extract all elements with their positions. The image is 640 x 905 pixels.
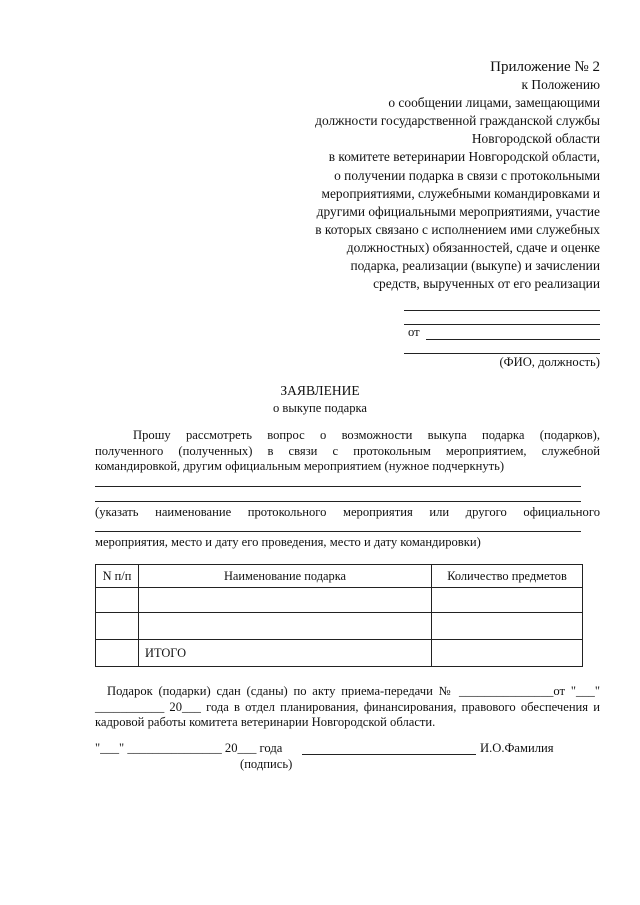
table-cell: [139, 588, 432, 613]
signature-caption: (подпись): [240, 757, 293, 771]
event-blank-line: [95, 531, 581, 532]
request-paragraph: [95, 428, 600, 475]
paragraph-line: командировкой, другим официальным мероприятием (нужное подчеркнуть): [95, 459, 505, 473]
table-cell: [432, 613, 583, 640]
signature-date: "___" _______________ 20___ года: [95, 741, 283, 755]
handover-line: кадровой работы комитета ветеринарии Новгородской области.: [95, 715, 436, 729]
table-cell: [96, 613, 139, 640]
paragraph-line: полученного (полученных) в связи с протокольным мероприятием, служебной: [95, 443, 600, 458]
header-line: в которых связано с исполнением ими служебных: [315, 221, 600, 237]
paragraph-line: Прошу рассмотреть вопрос о возможности выкупа подарка (подарков),: [133, 428, 600, 442]
event-caption-line: (указать наименование протокольного мероприятия или другого официального: [95, 505, 600, 519]
table-header-cell: Наименование подарка: [139, 565, 432, 588]
header-line: должности государственной гражданской службы: [315, 113, 600, 129]
header-line: должностных) обязанностей, сдаче и оценке: [346, 239, 600, 255]
table-cell: [96, 588, 139, 613]
addressee-blank-line: [404, 310, 600, 311]
addressee-blank-line: [404, 353, 600, 354]
header-line: подарка, реализации (выкупе) и зачислении: [350, 258, 600, 274]
gifts-table: [95, 564, 583, 667]
table-cell: [96, 640, 139, 667]
table-row: [96, 640, 583, 667]
table-header-cell: Количество предметов: [432, 565, 583, 588]
handover-paragraph: [95, 684, 600, 731]
header-line: другими официальными мероприятиями, участие: [316, 203, 600, 219]
total-label: ИТОГО: [139, 640, 432, 667]
header-line: о сообщении лицами, замещающими: [388, 95, 600, 111]
table-header-cell: N п/п: [96, 565, 139, 588]
document-title: ЗАЯВЛЕНИЕ: [280, 383, 360, 398]
header-line: мероприятиями, служебными командировками и: [321, 185, 600, 201]
table-cell: [139, 613, 432, 640]
table-header-row: [96, 565, 583, 588]
addressee-blank-line: [404, 324, 600, 325]
appendix-header: [260, 58, 600, 293]
from-blank-line: [426, 339, 600, 340]
handover-line: Подарок (подарки) сдан (сданы) по акту приема-передачи № _______________от "___": [107, 684, 600, 698]
table-row: [96, 613, 583, 640]
header-line: к Положению: [521, 77, 600, 93]
header-line: о получении подарка в связи с протокольными: [334, 167, 600, 183]
table-row: [96, 588, 583, 613]
header-line: средств, вырученных от его реализации: [373, 276, 600, 292]
header-line: Приложение № 2: [490, 59, 600, 75]
header-line: Новгородской области: [471, 131, 600, 147]
from-label: от: [408, 325, 420, 339]
fio-caption: (ФИО, должность): [499, 355, 600, 369]
signature-blank-line: [302, 754, 476, 755]
event-blank-line: [95, 501, 581, 502]
table-cell: [432, 640, 583, 667]
event-caption-line: мероприятия, место и дату его проведения, место и дату командировки): [95, 535, 481, 549]
document-subtitle: о выкупе подарка: [272, 401, 368, 415]
handover-line: ___________ 20___ года в отдел планирования, финансирования, правового обеспечения и: [95, 699, 600, 714]
signatory-name: И.О.Фамилия: [480, 741, 554, 755]
event-blank-line: [95, 486, 581, 487]
table-cell: [432, 588, 583, 613]
header-line: в комитете ветеринарии Новгородской области,: [328, 149, 600, 165]
